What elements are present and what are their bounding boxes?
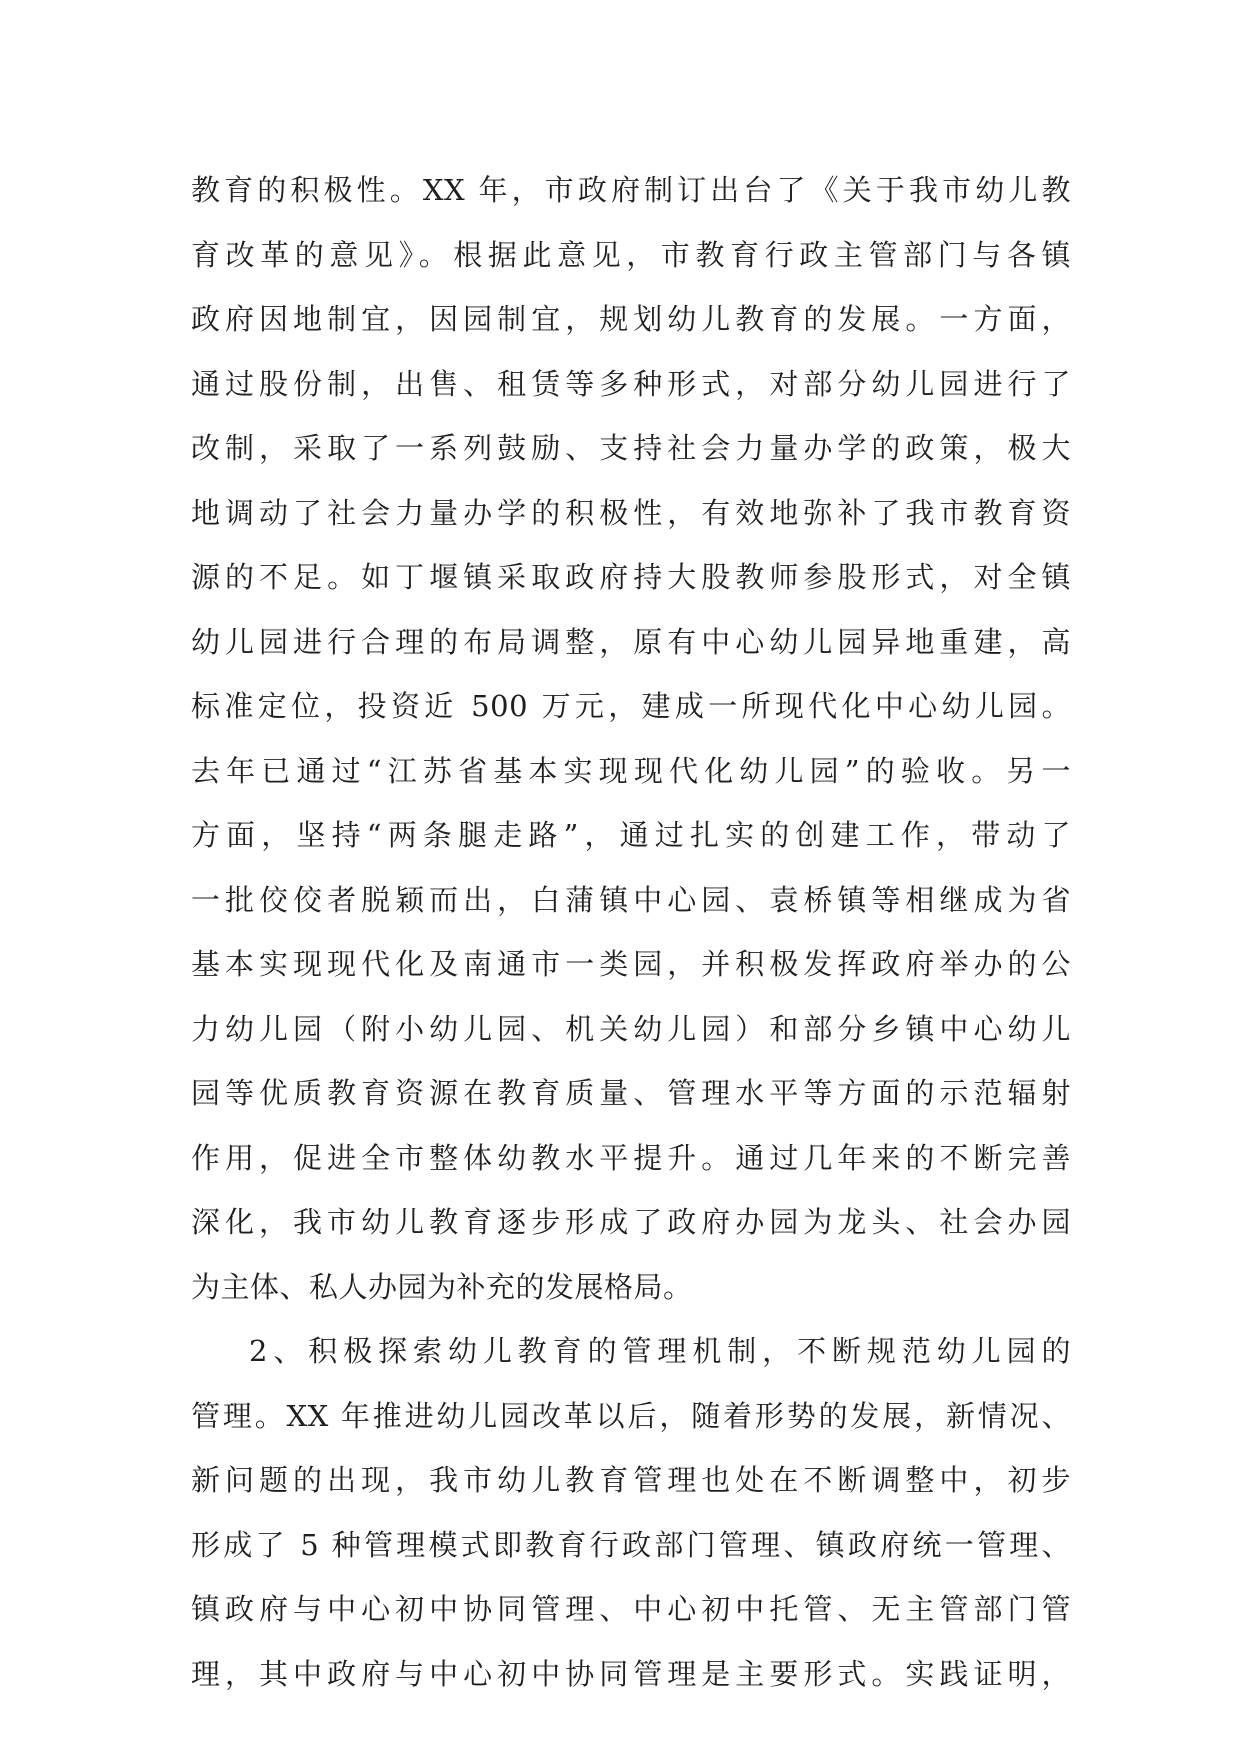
text-line: 作用，促进全市整体幼教水平提升。通过几年来的不断完善 — [191, 1140, 1071, 1175]
text-line: 形成了 5 种管理模式即教育行政部门管理、镇政府统一管理、 — [191, 1527, 1071, 1562]
text-line: 源的不足。如丁堰镇采取政府持大股教师参股形式，对全镇 — [191, 560, 1071, 594]
text-line: 新问题的出现，我市幼儿教育管理也处在不断调整中，初步 — [191, 1463, 1071, 1497]
text-line: 育改革的意见》。根据此意见，市教育行政主管部门与各镇 — [191, 237, 1071, 272]
body-text — [191, 158, 1071, 1706]
text-line: 通过股份制，出售、租赁等多种形式，对部分幼儿园进行了 — [191, 366, 1071, 401]
text-line: 为主体、私人办园为补充的发展格局。 — [191, 1269, 693, 1304]
text-line: 管理。XX 年推进幼儿园改革以后，随着形势的发展，新情况、 — [191, 1398, 1071, 1433]
text-line: 镇政府与中心初中协同管理、中心初中托管、无主管部门管 — [191, 1592, 1071, 1626]
text-line: 标准定位，投资近 500 万元，建成一所现代化中心幼儿园。 — [191, 689, 1071, 723]
text-line: 地调动了社会力量办学的积极性，有效地弥补了我市教育资 — [191, 495, 1071, 530]
text-line: 改制，采取了一系列鼓励、支持社会力量办学的政策，极大 — [191, 431, 1071, 465]
text-line: 方面，坚持“两条腿走路”，通过扎实的创建工作，带动了 — [191, 818, 1071, 852]
text-line: 基本实现现代化及南通市一类园，并积极发挥政府举办的公 — [191, 947, 1071, 981]
text-line: 一批佼佼者脱颖而出，白蒲镇中心园、袁桥镇等相继成为省 — [191, 882, 1071, 917]
text-line: 2、积极探索幼儿教育的管理机制，不断规范幼儿园的 — [249, 1334, 1071, 1368]
text-line: 政府因地制宜，因园制宜，规划幼儿教育的发展。一方面， — [191, 302, 1071, 336]
text-line: 去年已通过“江苏省基本实现现代化幼儿园”的验收。另一 — [191, 753, 1071, 788]
text-line: 深化，我市幼儿教育逐步形成了政府办园为龙头、社会办园 — [191, 1205, 1071, 1239]
text-line: 理，其中政府与中心初中协同管理是主要形式。实践证明， — [191, 1656, 1071, 1691]
text-line: 幼儿园进行合理的布局调整，原有中心幼儿园异地重建，高 — [191, 624, 1071, 659]
text-line: 园等优质教育资源在教育质量、管理水平等方面的示范辐射 — [191, 1076, 1071, 1110]
text-line: 力幼儿园（附小幼儿园、机关幼儿园）和部分乡镇中心幼儿 — [191, 1011, 1071, 1046]
text-line: 教育的积极性。XX 年，市政府制订出台了《关于我市幼儿教 — [191, 173, 1071, 207]
